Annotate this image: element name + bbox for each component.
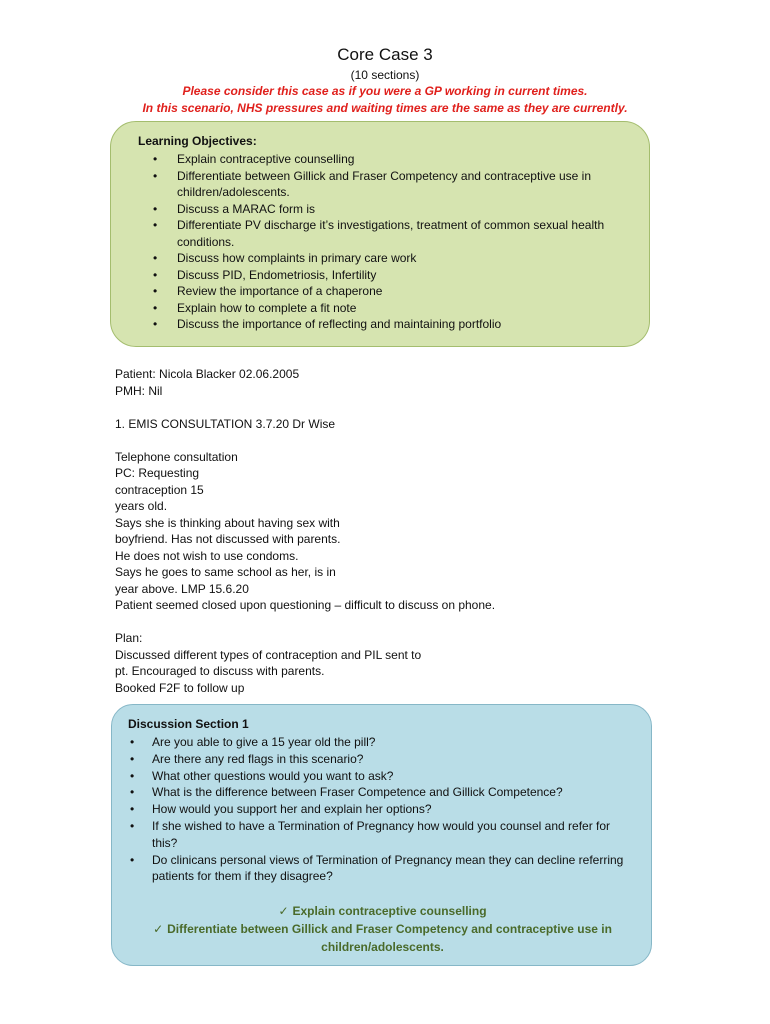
objective-item: • Differentiate PV discharge it’s investigations, treatment of common sexual health conditions. <box>151 217 611 250</box>
covered-objective-label: Differentiate between Gillick and Fraser Competency and contraceptive use in children/adolescents. <box>167 922 612 954</box>
consultation-line: Says he goes to same school as her, is in <box>115 565 336 579</box>
objective-item: • Discuss how complaints in primary care work <box>151 250 611 267</box>
discussion-question: • Are there any red flags in this scenario? <box>128 751 638 768</box>
plan-line: Discussed different types of contraception and PIL sent to <box>115 647 422 662</box>
discussion-questions-list <box>128 734 638 885</box>
objective-item: • Discuss PID, Endometriosis, Infertility <box>151 267 611 284</box>
check-icon: ✓ <box>278 904 289 918</box>
consultation-heading: 1. EMIS CONSULTATION 3.7.20 Dr Wise <box>115 416 336 431</box>
page-title: Core Case 3 <box>337 45 433 64</box>
objective-item: • Differentiate between Gillick and Fraser Competency and contraceptive use in children/adolescents. <box>151 168 611 201</box>
notice-line-1: Please consider this case as if you were a GP working in current times. <box>182 84 588 98</box>
consultation-notes <box>115 366 675 696</box>
discussion-section-box <box>111 704 652 966</box>
plan-line: pt. Encouraged to discuss with parents. <box>115 664 325 678</box>
objective-item: • Explain how to complete a fit note <box>151 300 611 317</box>
consultation-line: Telephone consultation <box>115 449 238 464</box>
consultation-line: Says she is thinking about having sex with <box>115 515 340 530</box>
discussion-question: • How would you support her and explain her options? <box>128 801 638 818</box>
objective-item: • Discuss the importance of reflecting and maintaining portfolio <box>151 316 611 333</box>
consultation-line: Patient seemed closed upon questioning – difficult to discuss on phone. <box>115 598 496 612</box>
discussion-question: • What is the difference between Fraser Competence and Gillick Competence? <box>128 784 638 801</box>
consultation-line: contraception 15 <box>115 482 204 497</box>
covered-objectives <box>112 902 653 956</box>
discussion-question: • Are you able to give a 15 year old the pill? <box>128 734 638 751</box>
discussion-question: • Do clinicans personal views of Termination of Pregnancy mean they can decline referring patients for them if they disagree? <box>128 852 638 886</box>
notice-line-2: In this scenario, NHS pressures and waiting times are the same as they are currently. <box>142 101 628 115</box>
consultation-line: boyfriend. Has not discussed with parents. <box>115 532 341 546</box>
patient-pmh: PMH: Nil <box>115 383 163 398</box>
objective-item: • Explain contraceptive counselling <box>151 151 611 168</box>
covered-objective <box>112 902 653 920</box>
discussion-question: • If she wished to have a Termination of Pregnancy how would you counsel and refer for this? <box>128 818 638 852</box>
consultation-line: He does not wish to use condoms. <box>115 548 299 563</box>
consultation-line: year above. LMP 15.6.20 <box>115 581 249 596</box>
page-subtitle: (10 sections) <box>350 68 420 82</box>
objective-item: • Review the importance of a chaperone <box>151 283 611 300</box>
plan-line: Booked F2F to follow up <box>115 680 245 695</box>
plan-line: Plan: <box>115 631 143 645</box>
consultation-line: years old. <box>115 499 168 513</box>
covered-objective-label: Explain contraceptive counselling <box>292 904 487 918</box>
learning-objectives-title: Learning Objectives: <box>138 134 257 148</box>
check-icon: ✓ <box>153 922 164 936</box>
discussion-section-title: Discussion Section 1 <box>128 717 249 731</box>
learning-objectives-list <box>151 151 611 333</box>
covered-objective <box>112 920 653 956</box>
patient-name: Patient: Nicola Blacker 02.06.2005 <box>115 367 300 381</box>
learning-objectives-box <box>110 121 650 347</box>
discussion-question: • What other questions would you want to ask? <box>128 768 638 785</box>
objective-item: • Discuss a MARAC form is <box>151 201 611 218</box>
consultation-line: PC: Requesting <box>115 466 200 480</box>
